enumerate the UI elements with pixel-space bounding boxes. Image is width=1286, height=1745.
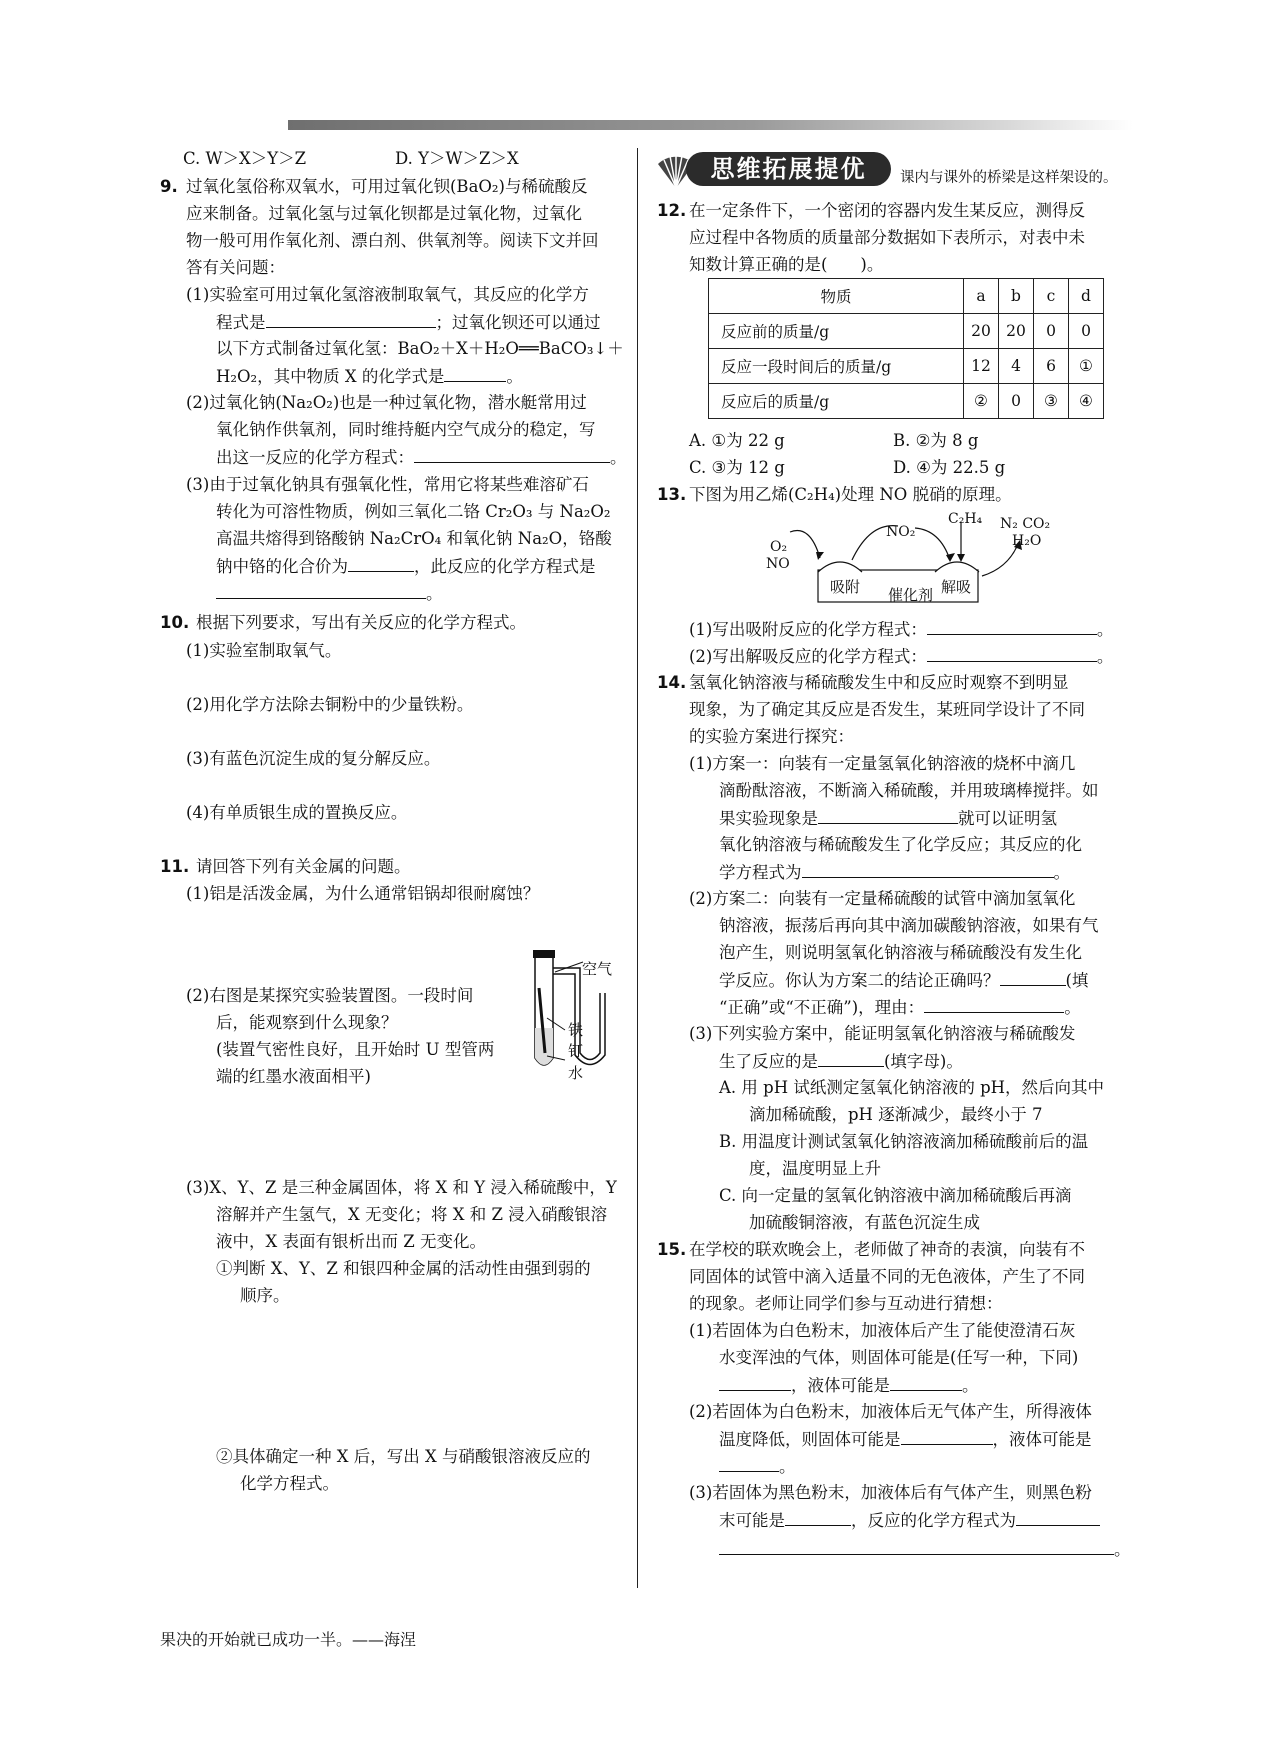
q12-stem-line: 知数计算正确的是( )。 [689, 255, 884, 274]
q14-option-b-line: B. 用温度计测试氢氧化钠溶液滴加稀硫酸前后的温 [719, 1132, 1089, 1151]
q14-part1-line: (1)方案一：向装有一定量氢氧化钠溶液的烧杯中滴几 [689, 754, 1076, 773]
label-products: N₂ CO₂ [1000, 516, 1051, 532]
table-cell: ① [1069, 349, 1104, 384]
q12-stem-line: 在一定条件下，一个密闭的容器内发生某反应，测得反 [689, 201, 1085, 220]
column-divider [637, 148, 638, 1588]
q14-part3-line: (3)下列实验方案中，能证明氢氧化钠溶液与稀硫酸发 [689, 1024, 1076, 1043]
q11-part3-line: 液中，X 表面有银析出而 Z 无变化。 [216, 1232, 486, 1251]
q9-part3-line: 转化为可溶性物质，例如三氧化二铬 Cr₂O₃ 与 Na₂O₂ [216, 502, 611, 521]
q11-stem: 请回答下列有关金属的问题。 [196, 857, 411, 876]
table-cell: 0 [999, 384, 1034, 419]
q15-part2-line: (2)若固体为白色粉末，加液体后无气体产生，所得液体 [689, 1402, 1092, 1421]
table-cell: 反应前的质量/g [709, 314, 964, 349]
answer-blank[interactable] [414, 446, 610, 463]
q9-stem-line: 应来制备。过氧化氢与过氧化钡都是过氧化物，过氧化 [186, 204, 582, 223]
q10-item: (2)用化学方法除去铜粉中的少量铁粉。 [186, 695, 474, 714]
q14-part1-line: 氧化钠溶液与稀硫酸发生了化学反应；其反应的化 [719, 835, 1082, 854]
answer-blank[interactable] [216, 582, 426, 599]
q9-part2-line: 氧化钠作供氧剂，同时维持艇内空气成分的稳定，写 [216, 420, 596, 439]
q9-part3-line: (3)由于过氧化钠具有强氧化性，常用它将某些难溶矿石 [186, 475, 589, 494]
option-d: D. Y＞W＞Z＞X [395, 149, 519, 168]
table-cell: ③ [1034, 384, 1069, 419]
q14-part2-line: 泡产生，则说明氢氧化钠溶液与稀硫酸没有发生化 [719, 943, 1082, 962]
banner-title: 思维拓展提优 [686, 152, 891, 186]
mass-data-table [708, 278, 1104, 419]
label-no: NO [766, 556, 790, 572]
q9-part3-line: 钠中铬的化合价为 ，此反应的化学方程式是 [216, 557, 596, 576]
q11-part3-line: ①判断 X、Y、Z 和银四种金属的活动性由强到弱的 [216, 1259, 591, 1278]
q14-option-c-line: 加硫酸铜溶液，有蓝色沉淀生成 [749, 1213, 980, 1232]
table-cell: 反应后的质量/g [709, 384, 964, 419]
q11-part2-line: (装置气密性良好，且开始时 U 型管两 [216, 1040, 495, 1059]
q14-part1-line: 果实验现象是 就可以证明氢 [719, 809, 1057, 828]
q13-stem: 下图为用乙烯(C₂H₄)处理 NO 脱硝的原理。 [689, 485, 1012, 504]
section-banner [656, 148, 1124, 190]
answer-blank[interactable] [1000, 969, 1066, 986]
q14-part3-line: 生了反应的是 (填字母)。 [719, 1052, 963, 1071]
q14-part2-line: “正确”或“不正确”)，理由： 。 [719, 998, 1081, 1017]
q14-part1-line: 学方程式为 。 [719, 863, 1070, 882]
q11-part3-line: 顺序。 [240, 1286, 290, 1305]
question-number: 11. [160, 857, 190, 876]
q15-part1-line: ，液体可能是 。 [719, 1374, 979, 1397]
table-cell: c [1034, 279, 1069, 314]
answer-blank[interactable] [890, 1374, 962, 1391]
q9-part3-line: 高温共熔得到铬酸钠 Na₂CrO₄ 和氧化钠 Na₂O，铬酸 [216, 529, 612, 548]
option-c: C. W＞X＞Y＞Z [183, 149, 307, 168]
option-c: C. ③为 12 g [689, 458, 785, 477]
question-number: 14. [657, 673, 687, 692]
q9-part1-line: 以下方式制备过氧化氢：BaO₂＋X＋H₂O══BaCO₃↓＋ [216, 339, 624, 358]
answer-blank[interactable] [927, 645, 1097, 662]
question-number: 15. [657, 1240, 687, 1259]
banner-subtitle: 课内与课外的桥梁是这样架设的。 [900, 170, 1118, 186]
q9-part3-line: 。 [216, 582, 443, 605]
answer-blank[interactable] [719, 1455, 779, 1472]
table-cell: 物质 [709, 279, 964, 314]
question-number: 10. [160, 613, 190, 632]
label-no2: NO₂ [886, 524, 916, 540]
q10-item: (4)有单质银生成的置换反应。 [186, 803, 408, 822]
question-number: 12. [657, 201, 687, 220]
q15-part3-line: (3)若固体为黑色粉末，加液体后有气体产生，则黑色粉 [689, 1483, 1092, 1502]
q13-part2: (2)写出解吸反应的化学方程式： 。 [689, 647, 1114, 666]
q10-item: (3)有蓝色沉淀生成的复分解反应。 [186, 749, 441, 768]
q13-part1: (1)写出吸附反应的化学方程式： 。 [689, 620, 1114, 639]
figure-label-air: 空气 [582, 960, 613, 978]
label-o2: O₂ [770, 539, 788, 555]
q12-stem-line: 应过程中各物质的质量部分数据如下表所示，对表中未 [689, 228, 1085, 247]
table-header-row [709, 279, 1104, 314]
answer-blank[interactable] [785, 1509, 851, 1526]
table-cell: ④ [1069, 384, 1104, 419]
q9-stem-line: 物一般可用作氧化剂、漂白剂、供氧剂等。阅读下文并回 [186, 231, 599, 250]
header-gradient-bar [288, 120, 1133, 130]
q9-stem-line: 答有关问题： [186, 258, 285, 277]
q9-stem-line: 过氧化氢俗称双氧水，可用过氧化钡(BaO₂)与稀硫酸反 [186, 177, 588, 196]
table-cell: 20 [964, 314, 999, 349]
q11-part2-line: (2)右图是某探究实验装置图。一段时间 [186, 986, 474, 1005]
table-cell: 反应一段时间后的质量/g [709, 349, 964, 384]
q15-stem-line: 在学校的联欢晚会上，老师做了神奇的表演，向装有不 [689, 1240, 1085, 1259]
table-cell: 6 [1034, 349, 1069, 384]
q10-stem: 根据下列要求，写出有关反应的化学方程式。 [196, 613, 526, 632]
label-c2h4: C₂H₄ [948, 511, 983, 527]
q11-part2-line: 端的红墨水液面相平) [216, 1067, 371, 1086]
figure-label-nail: 钉 [568, 1042, 584, 1060]
figure-label-water: 水 [568, 1064, 584, 1082]
q11-part3-line: (3)X、Y、Z 是三种金属固体，将 X 和 Y 浸入稀硫酸中，Y [186, 1178, 617, 1197]
table-cell: 0 [1034, 314, 1069, 349]
question-number: 13. [657, 485, 687, 504]
answer-blank[interactable] [818, 1050, 884, 1067]
table-row [709, 384, 1104, 419]
q14-part1-line: 滴酚酞溶液，不断滴入稀硫酸，并用玻璃棒搅拌。如 [719, 781, 1099, 800]
q14-stem-line: 现象，为了确定其反应是否发生，某班同学设计了不同 [689, 700, 1085, 719]
q15-stem-line: 同固体的试管中滴入适量不同的无色液体，产生了不同 [689, 1267, 1085, 1286]
answer-blank[interactable] [719, 1538, 1114, 1555]
q15-part2-line: 温度降低，则固体可能是 ，液体可能是 [719, 1430, 1092, 1449]
q15-part1-line: (1)若固体为白色粉末，加液体后产生了能使澄清石灰 [689, 1321, 1076, 1340]
option-a: A. ①为 22 g [689, 431, 785, 450]
q11-part2-line: 后，能观察到什么现象？ [216, 1013, 398, 1032]
label-adsorb: 吸附 [830, 578, 861, 596]
label-desorb: 解吸 [941, 578, 972, 596]
q15-part3-line: 。 [719, 1538, 1131, 1561]
q14-option-a-line: A. 用 pH 试纸测定氢氧化钠溶液的 pH，然后向其中 [719, 1078, 1105, 1097]
answer-blank[interactable] [444, 365, 506, 382]
q9-part2-line: 出这一反应的化学方程式： 。 [216, 448, 627, 467]
answer-blank[interactable] [802, 861, 1054, 878]
table-row [709, 314, 1104, 349]
q14-option-c-line: C. 向一定量的氢氧化钠溶液中滴加稀硫酸后再滴 [719, 1186, 1072, 1205]
q15-stem-line: 的现象。老师让同学们参与互动进行猜想： [689, 1294, 1003, 1313]
q14-part2-line: 学反应。你认为方案二的结论正确吗？ (填 [719, 971, 1089, 990]
q15-part2-line: 。 [719, 1455, 796, 1478]
q14-stem-line: 的实验方案进行探究： [689, 727, 854, 746]
q15-part1-line: 水变浑浊的气体，则固体可能是(任写一种，下同) [719, 1348, 1079, 1367]
table-cell: 20 [999, 314, 1034, 349]
answer-blank[interactable] [818, 807, 958, 824]
answer-blank[interactable] [927, 618, 1097, 635]
q14-part2-line: 钠溶液，振荡后再向其中滴加碳酸钠溶液，如果有气 [719, 916, 1099, 935]
label-catalyst: 催化剂 [888, 586, 934, 604]
table-cell: 12 [964, 349, 999, 384]
table-row [709, 349, 1104, 384]
option-d: D. ④为 22.5 g [893, 458, 1006, 477]
table-cell: d [1069, 279, 1104, 314]
question-number: 9. [160, 177, 178, 196]
q9-part1-line: (1)实验室可用过氧化氢溶液制取氧气，其反应的化学方 [186, 285, 589, 304]
q9-part1-line: H₂O₂，其中物质 X 的化学式是 。 [216, 367, 523, 386]
answer-blank[interactable] [1016, 1509, 1100, 1526]
q11-part3-line: 化学方程式。 [240, 1474, 339, 1493]
q14-stem-line: 氢氧化钠溶液与稀硫酸发生中和反应时观察不到明显 [689, 673, 1069, 692]
q14-option-b-line: 度，温度明显上升 [749, 1159, 881, 1178]
answer-blank[interactable] [266, 311, 436, 328]
q11-part3-line: 溶解并产生氢气，X 无变化；将 X 和 Z 浸入硝酸银溶 [216, 1205, 608, 1224]
label-water: H₂O [1012, 533, 1042, 549]
footer-quote: 果决的开始就已成功一半。——海涅 [160, 1630, 417, 1649]
q11-part1: (1)铝是活泼金属，为什么通常铝锅却很耐腐蚀？ [186, 884, 540, 903]
q14-option-a-line: 滴加稀硫酸，pH 逐渐减少，最终小于 7 [749, 1105, 1043, 1124]
figure-label-iron: 铁 [568, 1021, 584, 1039]
answer-blank[interactable] [901, 1428, 993, 1445]
q11-part3-line: ②具体确定一种 X 后，写出 X 与硝酸银溶液反应的 [216, 1447, 591, 1466]
answer-blank[interactable] [719, 1374, 791, 1391]
answer-blank[interactable] [348, 555, 414, 572]
option-b: B. ②为 8 g [893, 431, 979, 450]
table-cell: 4 [999, 349, 1034, 384]
table-cell: a [964, 279, 999, 314]
table-cell: ② [964, 384, 999, 419]
table-cell: b [999, 279, 1034, 314]
q9-part1-line: 程式是 ；过氧化钡还可以通过 [216, 313, 601, 332]
q15-part3-line: 末可能是 ，反应的化学方程式为 [719, 1509, 1100, 1532]
answer-blank[interactable] [924, 996, 1064, 1013]
q9-part2-line: (2)过氧化钠(Na₂O₂)也是一种过氧化物，潜水艇常用过 [186, 393, 587, 412]
table-cell: 0 [1069, 314, 1104, 349]
q10-item: (1)实验室制取氧气。 [186, 641, 342, 660]
q14-part2-line: (2)方案二：向装有一定量稀硫酸的试管中滴加氢氧化 [689, 889, 1076, 908]
